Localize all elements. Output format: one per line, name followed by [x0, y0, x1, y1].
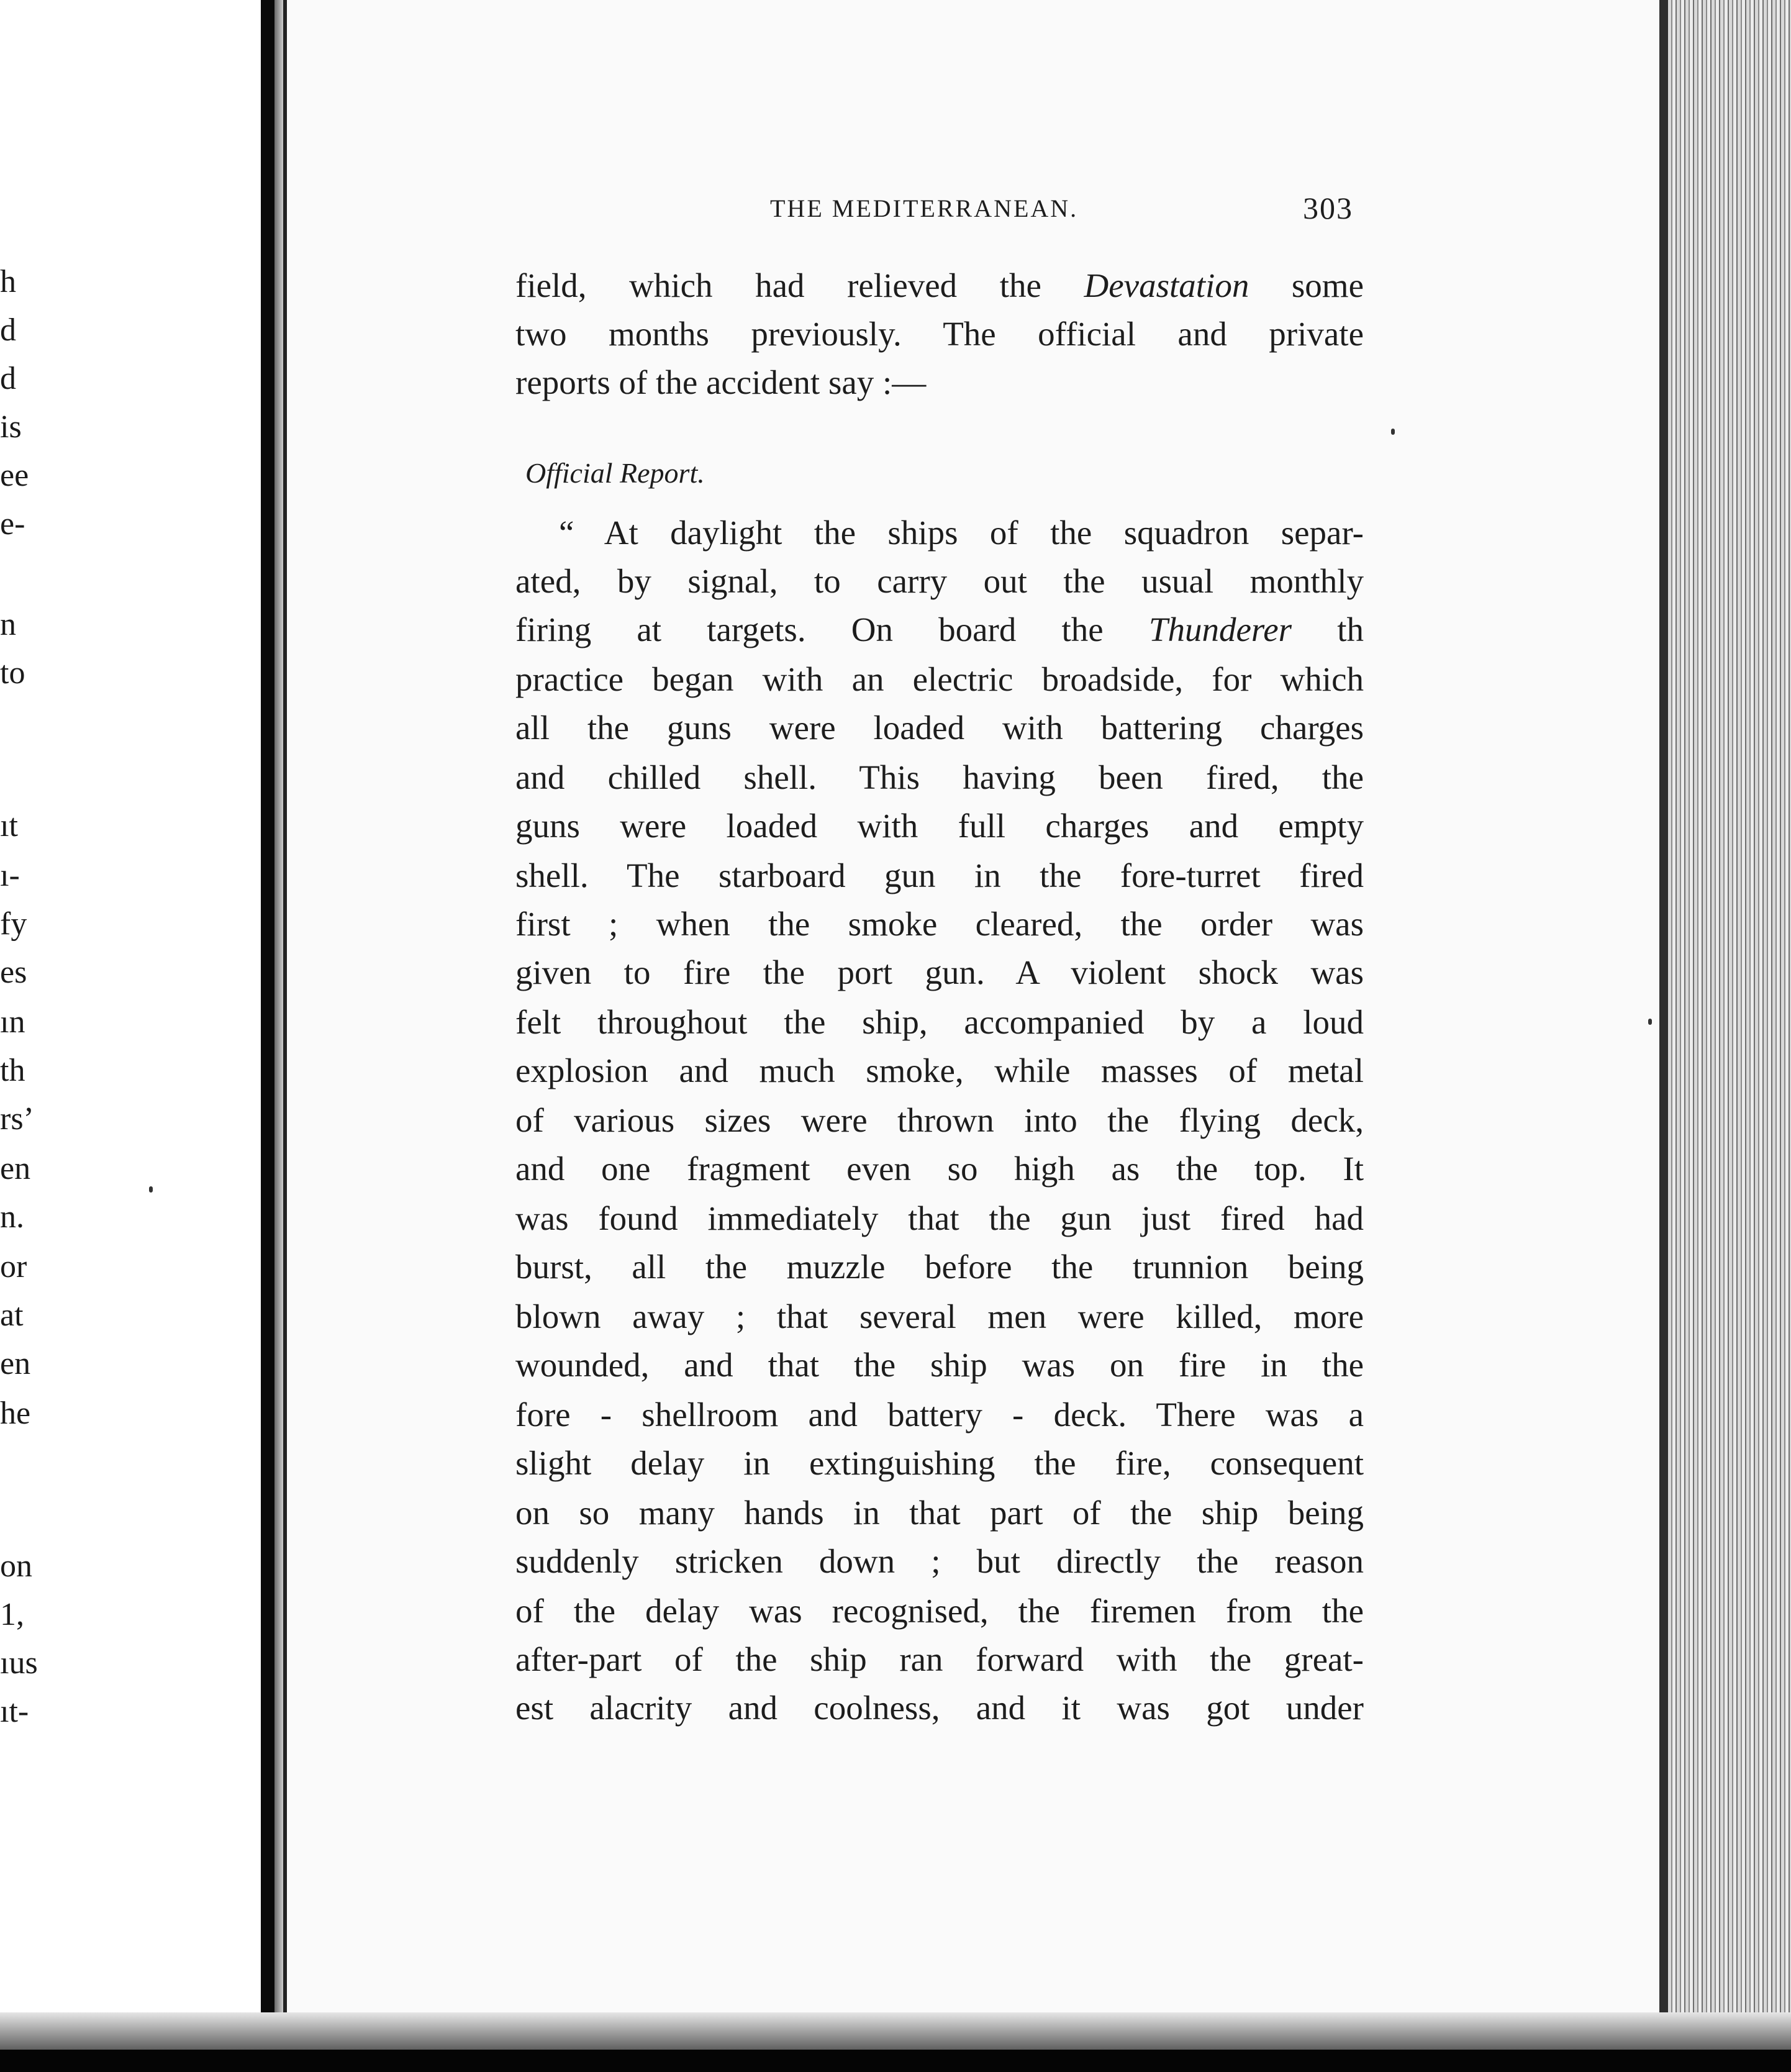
- left-fragment: fy: [0, 906, 27, 942]
- left-fragment: e-: [0, 506, 25, 542]
- left-fragment: ın: [0, 1004, 25, 1040]
- text-line: burst, all the muzzle before the trunnion being: [515, 1248, 1364, 1286]
- page-number: 303: [1303, 191, 1353, 225]
- text-line: and chilled shell. This having been fired, the: [515, 758, 1364, 796]
- text-line: slight delay in extinguishing the fire, consequent: [515, 1444, 1364, 1482]
- text-line: after-part of the ship ran forward with the great-: [515, 1640, 1364, 1678]
- left-fragment: ıt-: [0, 1694, 29, 1729]
- left-fragment: rs’: [0, 1101, 34, 1137]
- text-line: ated, by signal, to carry out the usual monthly: [515, 562, 1364, 600]
- running-title: THE MEDITERRANEAN.: [770, 194, 1079, 222]
- left-fragment: ıt: [0, 808, 18, 843]
- left-fragment: n.: [0, 1199, 24, 1235]
- text-line: field, which had relieved the Devastation some: [515, 266, 1364, 304]
- left-fragment: en: [0, 1151, 31, 1186]
- page-edge-shadow: [1659, 0, 1668, 2072]
- text-line: two months previously. The official and private: [515, 315, 1364, 353]
- left-fragment: n: [0, 607, 16, 642]
- left-fragment: ee: [0, 458, 29, 493]
- left-fragment: d: [0, 312, 16, 348]
- left-fragment: on: [0, 1548, 32, 1584]
- left-fragment: to: [0, 655, 25, 691]
- text-line: fore - shellroom and battery - deck. There was a: [515, 1396, 1364, 1434]
- left-fragment: th: [0, 1053, 25, 1088]
- text-line: suddenly stricken down ; but directly the reason: [515, 1542, 1364, 1580]
- scanner-bed-edge: [0, 2050, 1791, 2072]
- section-heading: Official Report.: [525, 457, 705, 489]
- left-page-edge: [261, 0, 274, 2072]
- text-line: all the guns were loaded with battering charges: [515, 709, 1364, 747]
- text-line: shell. The starboard gun in the fore-turret fired: [515, 857, 1364, 894]
- scan-speck: [1648, 1019, 1652, 1025]
- scan-speck: [149, 1186, 153, 1193]
- page-block-edge: [1659, 0, 1791, 2072]
- left-page: [0, 0, 261, 2072]
- left-fragment: h: [0, 264, 16, 299]
- left-fragment: es: [0, 955, 27, 990]
- text-line: on so many hands in that part of the ship being: [515, 1494, 1364, 1532]
- text-line: practice began with an electric broadside, for which: [515, 660, 1364, 698]
- text-line: blown away ; that several men were killed, more: [515, 1297, 1364, 1335]
- left-fragment: ıus: [0, 1645, 38, 1681]
- text-line: reports of the accident say :—: [515, 363, 927, 401]
- text-line: est alacrity and coolness, and it was got under: [515, 1689, 1364, 1727]
- left-fragment: at: [0, 1297, 24, 1333]
- text-line: felt throughout the ship, accompanied by a loud: [515, 1003, 1364, 1041]
- text-line: given to fire the port gun. A violent shock was: [515, 953, 1364, 991]
- left-fragment: he: [0, 1396, 31, 1431]
- text-line: was found immediately that the gun just fired had: [515, 1199, 1364, 1237]
- text-line: explosion and much smoke, while masses of metal: [515, 1052, 1364, 1089]
- left-fragment: or: [0, 1249, 27, 1284]
- left-fragment: en: [0, 1346, 31, 1381]
- text-line: firing at targets. On board the Thunderer th: [515, 611, 1364, 648]
- text-line: of various sizes were thrown into the flying deck,: [515, 1101, 1364, 1139]
- left-fragment: 1,: [0, 1597, 24, 1632]
- left-fragment: ı-: [0, 858, 20, 893]
- text-line: first ; when the smoke cleared, the order was: [515, 905, 1364, 943]
- left-fragment: d: [0, 361, 16, 396]
- text-line: “ At daylight the ships of the squadron separ-: [559, 514, 1364, 552]
- text-line: of the delay was recognised, the firemen from the: [515, 1592, 1364, 1630]
- text-line: and one fragment even so high as the top. It: [515, 1150, 1364, 1188]
- text-line: guns were loaded with full charges and empty: [515, 807, 1364, 845]
- scan-speck: [1391, 429, 1395, 435]
- left-fragment: is: [0, 409, 22, 445]
- text-line: wounded, and that the ship was on fire in the: [515, 1346, 1364, 1384]
